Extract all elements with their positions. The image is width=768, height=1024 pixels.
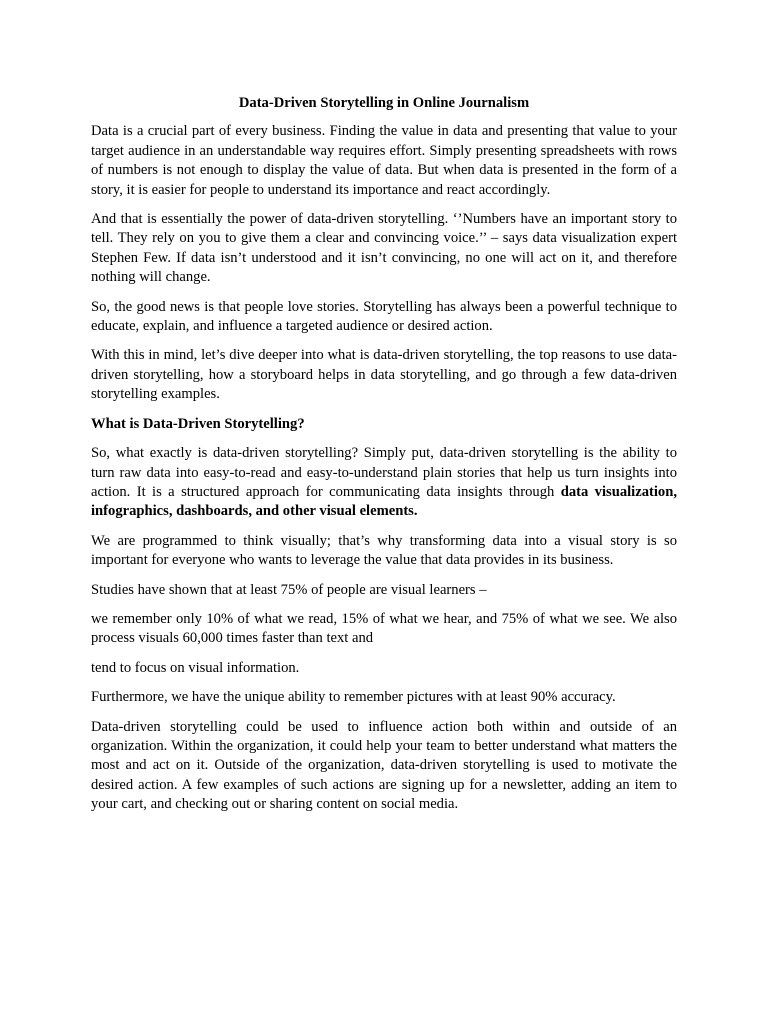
- definition-bold-text: data visualization, infographics, dashboards, and other visual elements: [91, 483, 677, 520]
- paragraph-definition: [91, 444, 677, 522]
- paragraph-people-love-stories: So, the good news is that people love stories. Storytelling has always been a powerful technique to educate, explain, and influence a targeted audience or desired action.: [91, 298, 677, 335]
- paragraph-influence-action: Data-driven storytelling could be used to influence action both within and outside of an organization. Within the organization, it could help your team to better understand what matters the most and act on it. Outside of the organization, data-driven storytelling is used to motivate the desired action. A few examples of such actions are signing up for a newsletter, adding an item to your cart, and checking out or sharing content on social media.: [91, 718, 677, 813]
- document-page: [91, 94, 677, 825]
- paragraph-intro: Data is a crucial part of every business. Finding the value in data and presenting that value to your target audience in an understandable way requires effort. Simply presenting spreadsheets with rows of numbers is not enough to display the value of data. But when data is presented in the form of a story, it is easier for people to understand its importance and react accordingly.: [91, 123, 677, 198]
- paragraph-power-of-storytelling: And that is essentially the power of data-driven storytelling. ‘’Numbers have an important story to tell. They rely on you to give them a clear and convincing voice.’’ – says data visualization expert Stephen Few. If data isn’t understood and it isn’t convincing, no one will act on it, and therefore nothing will change.: [91, 211, 677, 286]
- paragraph-dive-deeper: With this in mind, let’s dive deeper into what is data-driven storytelling, the top reasons to use data-driven storytelling, how a storyboard helps in data storytelling, and go through a few data-driven storytelling examples.: [91, 347, 677, 403]
- paragraph-picture-memory: Furthermore, we have the unique ability to remember pictures with at least 90% accuracy.: [91, 689, 616, 706]
- section-heading-what-is: What is Data-Driven Storytelling?: [91, 415, 305, 432]
- definition-text: So, what exactly is data-driven storytelling? Simply put, data-driven storytelling is the ability to turn raw data into easy-to-read and easy-to-understand plain stories that help us turn insights into action. It is a structured approach for communicating data insights through: [91, 445, 677, 500]
- paragraph-remember-percentages: we remember only 10% of what we read, 15% of what we hear, and 75% of what we see. We also process visuals 60,000 times faster than text and: [91, 610, 677, 647]
- paragraph-visual-learners: Studies have shown that at least 75% of people are visual learners –: [91, 581, 487, 598]
- paragraph-visual-focus: tend to focus on visual information.: [91, 659, 300, 676]
- definition-end: .: [413, 503, 418, 520]
- paragraph-think-visually: We are programmed to think visually; that’s why transforming data into a visual story is so important for everyone who wants to leverage the value that data provides in its business.: [91, 532, 677, 569]
- document-title: Data-Driven Storytelling in Online Journalism: [238, 95, 530, 111]
